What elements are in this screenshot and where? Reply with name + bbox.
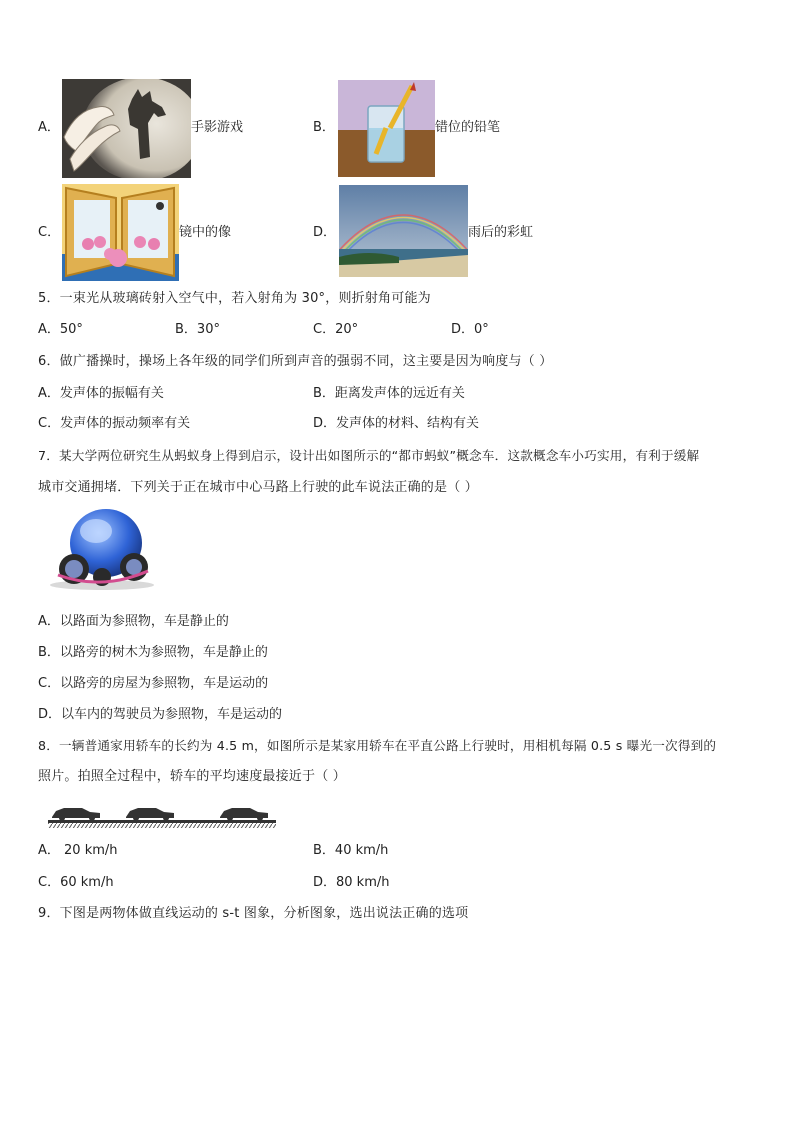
car-silhouette-2 [126, 808, 174, 821]
car-exposure-photo [48, 800, 276, 828]
q7-option-a: A．以路面为参照物，车是静止的 [38, 614, 229, 629]
car-silhouette-3 [220, 808, 268, 821]
q7-stem-line1: 7．某大学两位研究生从蚂蚁身上得到启示，设计出如图所示的“都市蚂蚁”概念车．这款概念车小巧实用，有利于缓解 [38, 448, 700, 463]
ant-concept-car-image [44, 505, 160, 591]
q7-option-b: B．以路旁的树木为参照物，车是静止的 [38, 645, 268, 660]
q4-option-a-letter: A． [38, 120, 60, 135]
q5-option-a: A．50° [38, 322, 83, 337]
q5-stem: 5．一束光从玻璃砖射入空气中，若入射角为 30°，则折射角可能为 [38, 291, 431, 306]
q8-stem-line2: 照片。拍照全过程中，轿车的平均速度最接近于（ ） [38, 769, 346, 784]
q4-option-b-letter: B． [313, 120, 335, 135]
q6-option-b: B．距离发声体的远近有关 [313, 386, 465, 401]
q5-option-d: D．0° [451, 322, 489, 337]
q8-option-c: C．60 km/h [38, 875, 114, 890]
q4-option-c-letter: C． [38, 225, 61, 240]
q4-option-c-text: 镜中的像 [179, 225, 232, 240]
q7-stem-line2: 城市交通拥堵．下列关于正在城市中心马路上行驶的此车说法正确的是（ ） [38, 480, 478, 495]
q8-option-b: B．40 km/h [313, 843, 389, 858]
q6-option-a: A．发声体的振幅有关 [38, 386, 164, 401]
q4-option-d-letter: D． [313, 225, 337, 240]
rainbow-photo [339, 185, 468, 277]
q6-option-c: C．发声体的振动频率有关 [38, 416, 191, 431]
q5-option-b: B．30° [175, 322, 220, 337]
q8-option-a: A． 20 km/h [38, 843, 118, 858]
q4-option-d-text: 雨后的彩虹 [468, 225, 534, 240]
mirror-image-photo [62, 184, 179, 281]
q4-option-a-text: 手影游戏 [191, 120, 244, 135]
q7-option-c: C．以路旁的房屋为参照物，车是运动的 [38, 676, 269, 691]
car-silhouette-1 [52, 808, 100, 821]
q6-stem: 6．做广播操时，操场上各年级的同学们所到声音的强弱不同，这主要是因为响度与（ ） [38, 354, 553, 369]
q6-option-d: D．发声体的材料、结构有关 [313, 416, 480, 431]
q8-option-d: D．80 km/h [313, 875, 390, 890]
q8-stem-line1: 8．一辆普通家用轿车的长约为 4.5 m，如图所示是某家用轿车在平直公路上行驶时，用相机每隔 0.5 s 曝光一次得到的 [38, 738, 717, 753]
q9-stem: 9．下图是两物体做直线运动的 s-t 图象，分析图象，选出说法正确的选项 [38, 906, 469, 921]
q4-option-b-text: 错位的铅笔 [435, 120, 501, 135]
hand-shadow-image [62, 79, 191, 178]
q5-option-c: C．20° [313, 322, 359, 337]
q7-option-d: D．以车内的驾驶员为参照物，车是运动的 [38, 707, 283, 722]
pencil-in-glass-image [338, 80, 435, 177]
